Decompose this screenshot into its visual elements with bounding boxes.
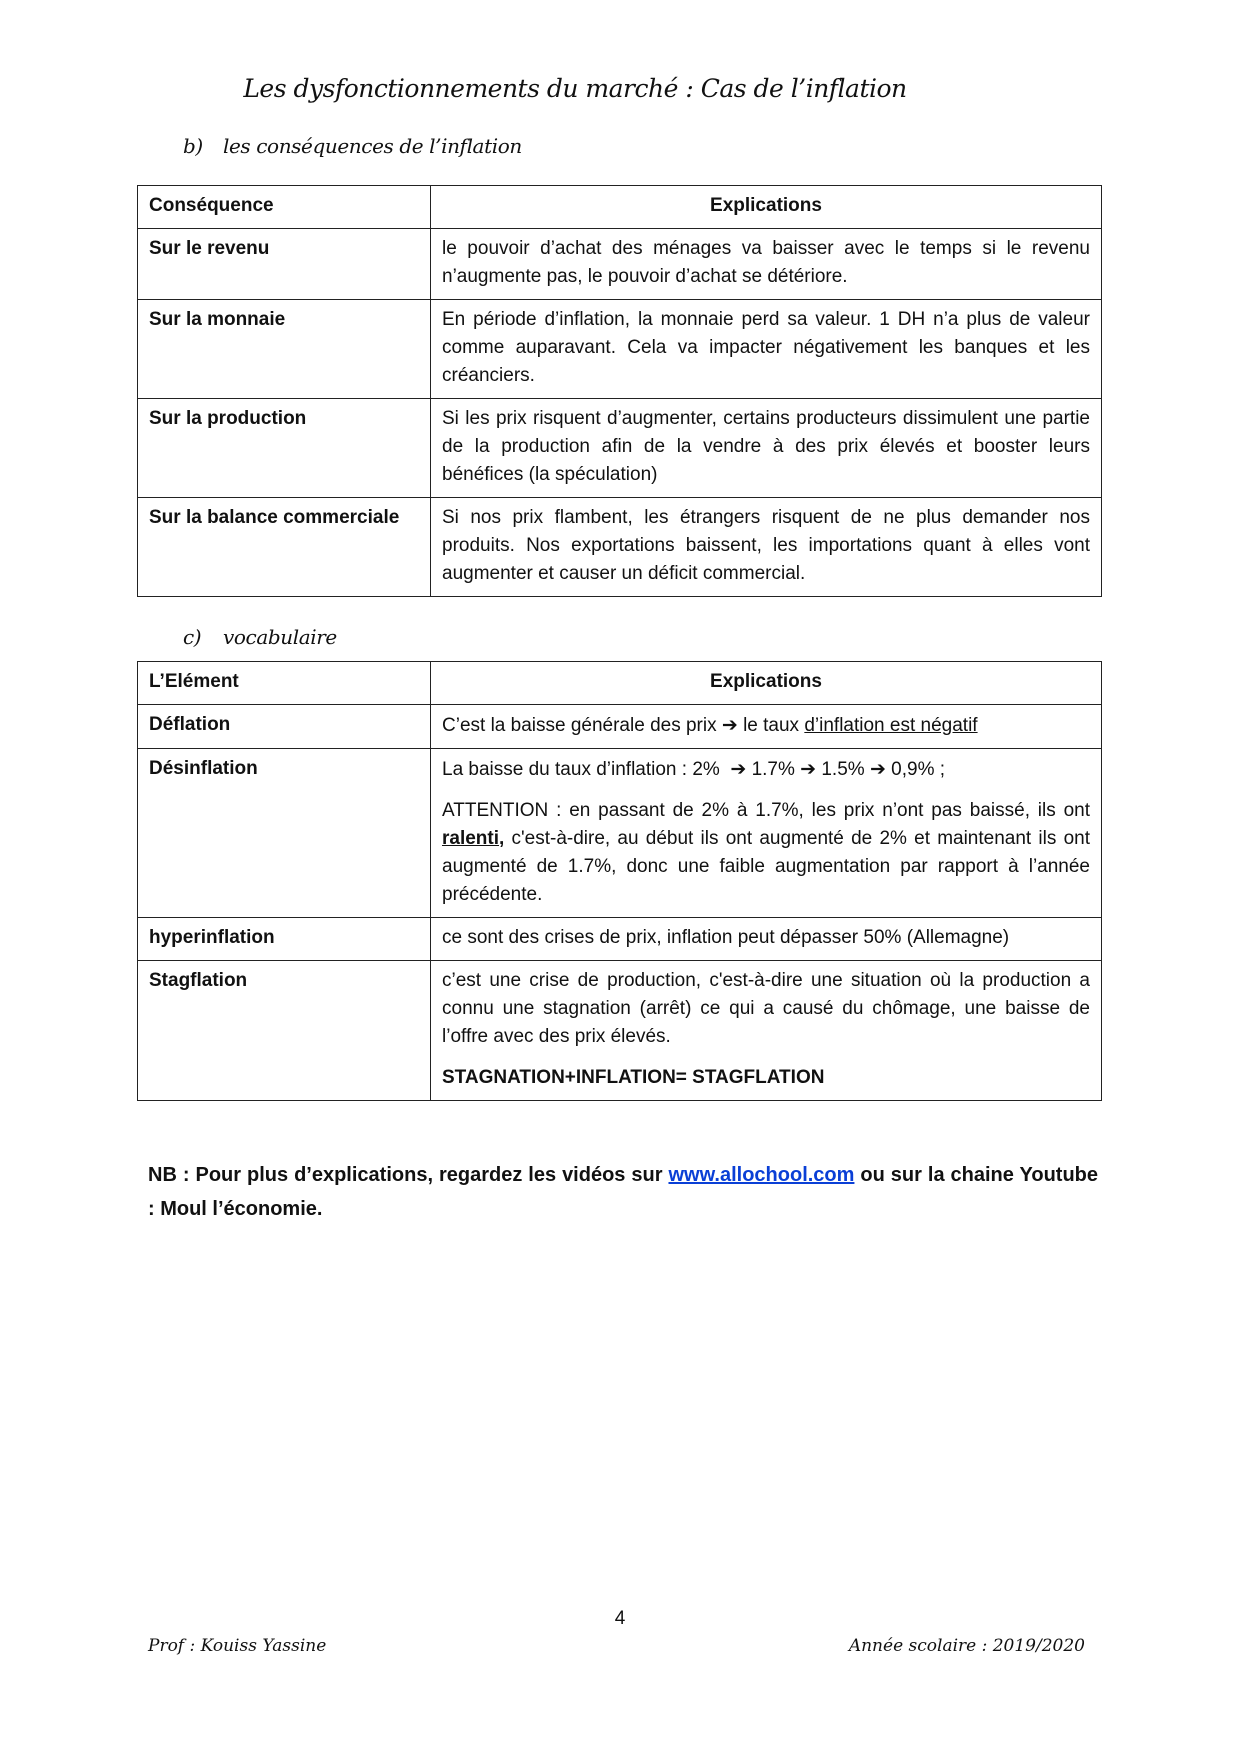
section-c-title: vocabulaire (223, 625, 337, 649)
section-c-marker: c) (183, 625, 202, 649)
column-header-consequence: Conséquence (138, 186, 431, 229)
consequences-table (137, 185, 1102, 597)
row-term: Sur la monnaie (138, 300, 431, 399)
row-explanation: En période d’inflation, la monnaie perd sa valeur. 1 DH n’a plus de valeur comme auparavant. Cela va impacter négativement les banques et les créanciers. (431, 300, 1102, 399)
footer-author: Prof : Kouiss Yassine (148, 1636, 327, 1656)
arrow-right-icon: ➔ (730, 758, 747, 780)
row-explanation: Si nos prix flambent, les étrangers risquent de ne plus demander nos produits. Nos exportations baissent, les importations quant à elles vont augmenter et causer un déficit commercial. (431, 498, 1102, 597)
stagflation-formula: STAGNATION+INFLATION= STAGFLATION (442, 1067, 825, 1088)
row-term: Sur le revenu (138, 229, 431, 300)
row-explanation: Si les prix risquent d’augmenter, certains producteurs dissimulent une partie de la production afin de la vendre à des prix élevés et booster leurs bénéfices (la spéculation) (431, 399, 1102, 498)
desinflation-seq-start: La baisse du taux d’inflation : 2% (442, 759, 720, 780)
table-header-row (138, 662, 1102, 705)
table-row (138, 229, 1102, 300)
row-explanation: le pouvoir d’achat des ménages va baisser avec le temps si le revenu n’augmente pas, le pouvoir d’achat se détériore. (431, 229, 1102, 300)
section-b-marker: b) (183, 134, 203, 158)
deflation-text-b: le taux (743, 715, 800, 736)
deflation-text-c: d’inflation est négatif (804, 715, 978, 736)
desinflation-seq-1: 1.7% (751, 759, 795, 780)
arrow-right-icon: ➔ (800, 758, 817, 780)
section-c-heading (183, 625, 337, 649)
table-row (138, 300, 1102, 399)
attention-keyword: ralenti, (442, 828, 505, 849)
table-row (138, 749, 1102, 918)
column-header-explications: Explications (431, 662, 1102, 705)
page-title: Les dysfonctionnements du marché : Cas de l’inflation (243, 74, 907, 103)
column-header-explications: Explications (431, 186, 1102, 229)
stagflation-text: c’est une crise de production, c'est-à-dire une situation où la production a connu une stagnation (arrêt) ce qui a causé du chômage, une baisse de l’offre avec des prix élevés. (442, 970, 1090, 1047)
attention-text-a: ATTENTION : en passant de 2% à 1.7%, les prix n’ont pas baissé, ils ont (442, 800, 1090, 821)
table-row (138, 399, 1102, 498)
row-term: Sur la balance commerciale (138, 498, 431, 597)
column-header-element: L’Elément (138, 662, 431, 705)
page-number: 4 (614, 1608, 626, 1629)
arrow-right-icon: ➔ (869, 758, 886, 780)
section-b-heading (183, 134, 522, 158)
note-text-before: NB : Pour plus d’explications, regardez les vidéos sur (148, 1164, 663, 1186)
row-explanation-desinflation (431, 749, 1102, 918)
row-term-deflation (138, 705, 431, 749)
vocabulary-table (137, 661, 1102, 1101)
deflation-term: Déflation (149, 714, 231, 735)
row-explanation-hyperinflation: ce sont des crises de prix, inflation peut dépasser 50% (Allemagne) (431, 918, 1102, 961)
note-paragraph (148, 1158, 1098, 1226)
desinflation-term: Désinflation (149, 758, 258, 779)
table-row (138, 705, 1102, 749)
row-term: Sur la production (138, 399, 431, 498)
row-explanation-stagflation (431, 961, 1102, 1101)
attention-text-c: c'est-à-dire, au début ils ont augmenté de 2% et maintenant ils ont augmenté de 1.7%, donc une faible augmentation par rapport à l’année précédente. (442, 828, 1090, 905)
desinflation-seq-3: 0,9% ; (891, 759, 946, 780)
row-term-desinflation (138, 749, 431, 918)
footer-school-year: Année scolaire : 2019/2020 (848, 1636, 1085, 1656)
desinflation-sequence (442, 755, 1090, 784)
table-header-row (138, 186, 1102, 229)
table-row (138, 961, 1102, 1101)
allochool-link[interactable]: www.allochool.com (668, 1164, 855, 1186)
row-term-stagflation: Stagflation (138, 961, 431, 1101)
deflation-text-a: C’est la baisse générale des prix (442, 715, 717, 736)
desinflation-attention (442, 797, 1090, 909)
note-text-after: ou sur la chaine Youtube : Moul l’économie. (148, 1164, 1099, 1220)
desinflation-seq-2: 1.5% (821, 759, 865, 780)
table-row (138, 498, 1102, 597)
row-explanation-deflation (431, 705, 1102, 749)
arrow-right-icon: ➔ (721, 714, 738, 736)
row-term-hyperinflation: hyperinflation (138, 918, 431, 961)
table-row (138, 918, 1102, 961)
section-b-title: les conséquences de l’inflation (223, 134, 522, 158)
